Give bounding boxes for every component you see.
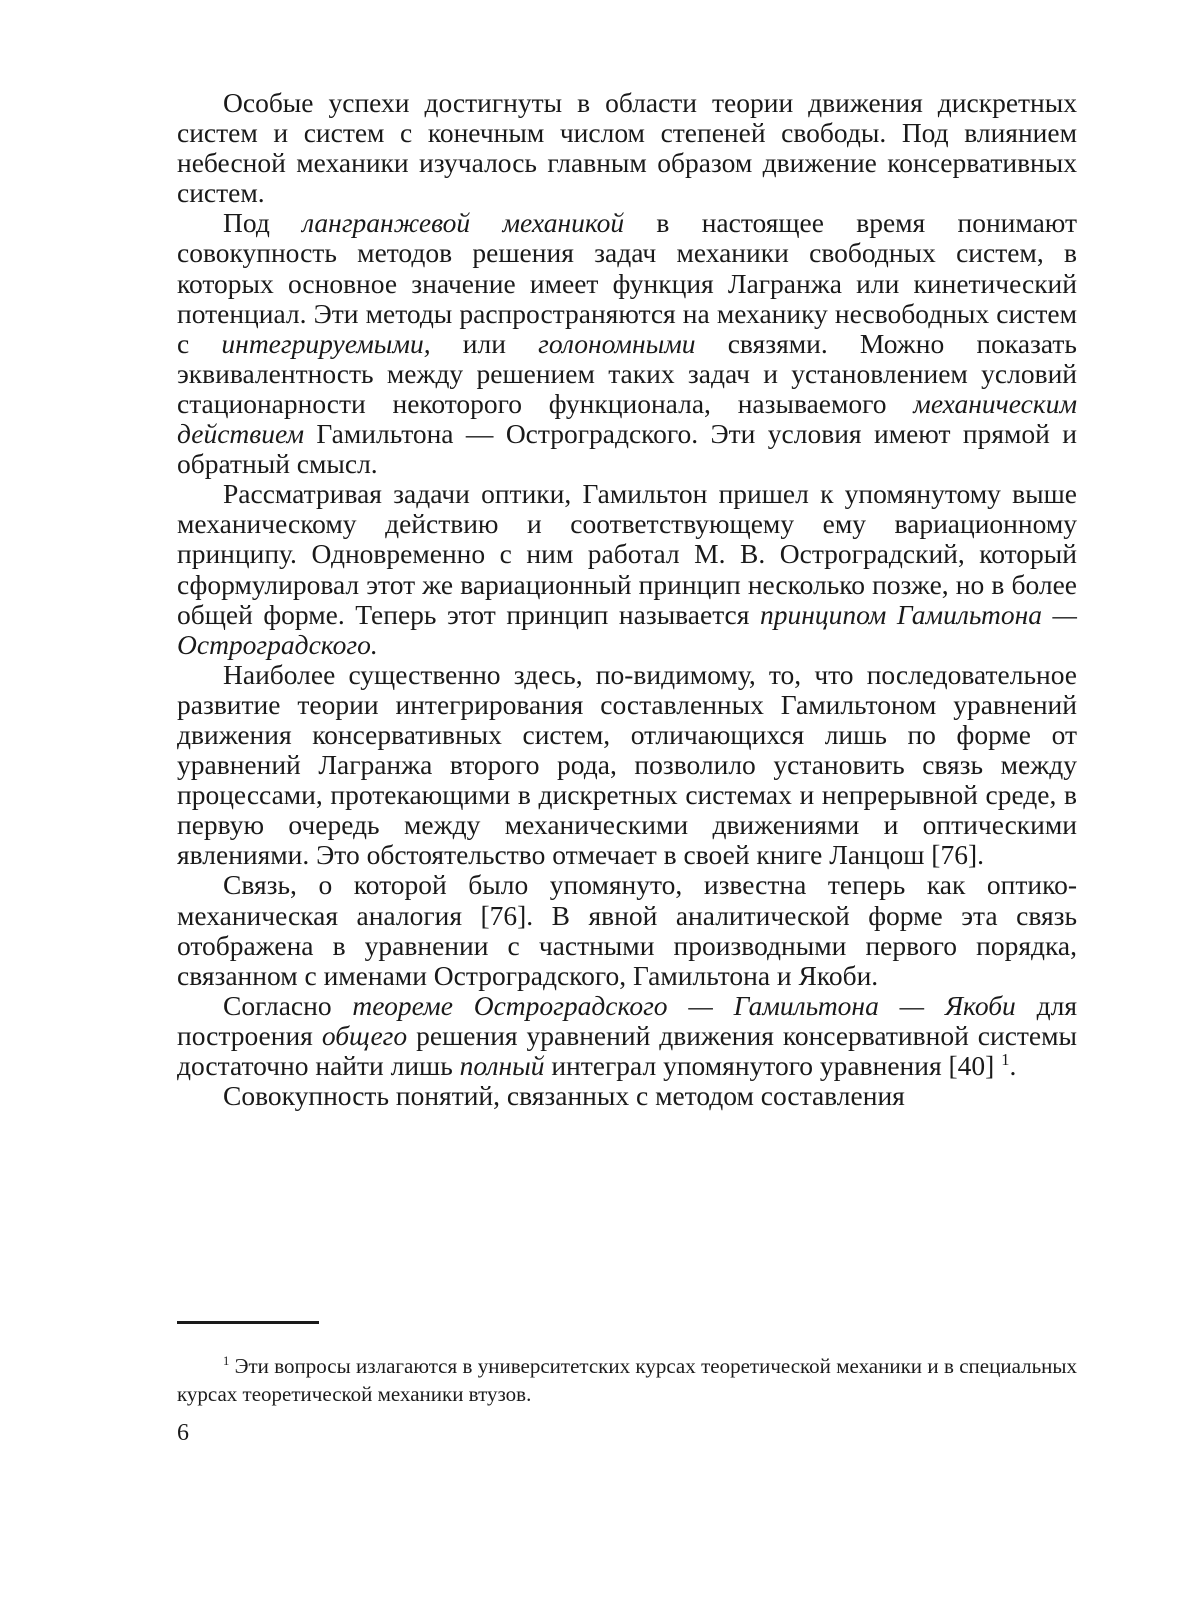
italic-term: полный	[459, 1050, 545, 1081]
text-run: Особые успехи достигнуты в области теории движения дискретных систем и систем с конечным числом степеней свободы. Под влиянием небесной механики изучалось главным образом движение консервативных систем.	[177, 87, 1077, 209]
paragraph	[177, 479, 1077, 660]
text-run: .	[1009, 1050, 1017, 1081]
italic-term: голономными	[538, 327, 696, 359]
text-run: Совокупность понятий, связанных с методом составления	[223, 1080, 905, 1112]
text-run: для построения	[177, 989, 1077, 1051]
footnote-text: Эти вопросы излагаются в университетских курсах теоретической механики и в специальных курсах теоретической механики втузов.	[177, 1354, 1077, 1406]
italic-term: принципом Гамильтона — Остроградского.	[177, 598, 1077, 660]
text-run: Рассматривая задачи оптики, Гамильтон пришел к упомянутому выше механическому действию и соответствующему ему вариационному принципу. Одновременно с ним работал М. В. Остроградский, который сформулировал этот же вариационный принцип несколько позже, но в более общей форме. Теперь этот принцип называется	[177, 478, 1077, 630]
text-run: решения уравнений движения консервативной системы достаточно найти лишь	[177, 1019, 1077, 1081]
text-run: Наиболее существенно здесь, по-видимому, то, что последовательное развитие теории интегрирования составленных Гамильтоном уравнений движения консервативных систем, отличающихся лишь по форме от уравнений Лагранжа второго рода, позволило установить связь между процессами, протекающими в дискретных системах и непрерывной среде, в первую очередь между механическими движениями и оптическими явлениями. Это обстоятельство отмечает в своей книге Ланцош [76].	[177, 658, 1077, 871]
italic-term: механическим действием	[177, 387, 1077, 450]
paragraph	[177, 1081, 1077, 1111]
page-number: 6	[177, 1420, 189, 1446]
italic-term: интегрируемыми,	[221, 327, 431, 359]
paragraph	[177, 208, 1077, 479]
text-run: Согласно	[223, 989, 353, 1021]
italic-term: теореме Остроградского — Гамильтона — Якоби	[352, 989, 1016, 1021]
footnote-ref: 1	[1001, 1049, 1010, 1069]
paragraph	[177, 991, 1077, 1081]
paragraph	[177, 88, 1077, 208]
text-run: Связь, о которой было упомянуто, известна теперь как оптико-механическая аналогия [76]. В явной аналитической форме эта связь отображена в уравнении с частными производными первого порядка, связанном с именами Остроградского, Гамильтона и Якоби.	[177, 869, 1077, 991]
text-run: связями. Можно показать эквивалентность между решением таких задач и установлением условий стационарности некоторого функционала, называемого	[177, 327, 1077, 419]
footnote-marker: 1	[223, 1354, 230, 1368]
paragraph	[177, 660, 1077, 871]
italic-term: лангранжевой механикой	[302, 207, 625, 239]
text-run: Гамильтона — Остроградского. Эти условия имеют прямой и обратный смысл.	[177, 418, 1077, 480]
text-run: Под	[223, 207, 303, 239]
text-run: в настоящее время понимают совокупность методов решения задач механики свободных систем, в которых основное значение имеет функция Лагранжа или кинетический потенциал. Эти методы распространяются на механику несвободных систем с	[177, 207, 1077, 359]
text-run: или	[430, 327, 539, 359]
italic-term: общего	[321, 1019, 408, 1051]
footnote	[177, 1352, 1077, 1408]
footnote-divider	[177, 1321, 319, 1324]
page-body	[177, 88, 1077, 1111]
text-run: интеграл упомянутого уравнения [40]	[544, 1050, 1002, 1081]
paragraph	[177, 870, 1077, 990]
